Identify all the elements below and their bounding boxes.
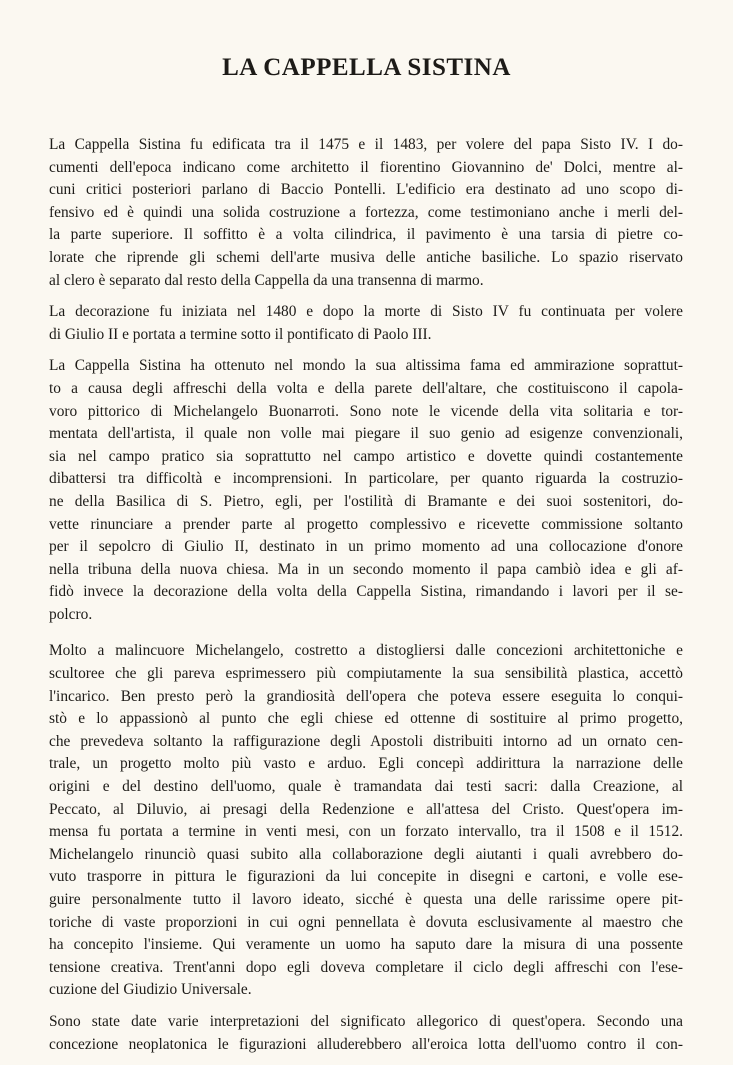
text-line: concezione neoplatonica le figurazioni alluderebbero all'eroica lotta dell'uomo contro il con-	[49, 1035, 683, 1053]
text-line: cumenti dell'epoca indicano come architetto il fiorentino Giovannino de' Dolci, mentre al-	[49, 158, 683, 176]
text-line: toriche di vaste proporzioni in cui ogni pennellata è dovuta esclusivamente al maestro che	[49, 913, 683, 931]
text-line: mentata dell'artista, il quale non volle mai piegare il suo genio ad esigenze convenzionali,	[49, 425, 683, 443]
paragraph	[49, 301, 683, 346]
text-line: vette rinunciare a prender parte al progetto complessivo e ricevette commissione soltanto	[49, 515, 683, 533]
text-line: cuni critici posteriori parlano di Baccio Pontelli. L'edificio era destinato ad uno scopo di-	[49, 181, 683, 199]
paragraph	[49, 355, 683, 626]
text-line: al clero è separato dal resto della Cappella da una transenna di marmo.	[49, 271, 484, 289]
text-line: che prevedeva soltanto la raffigurazione degli Apostoli distribuiti intorno ad un ornato cen-	[49, 732, 683, 750]
text-line: cuzione del Giudizio Universale.	[49, 981, 252, 999]
text-line: stò e lo appassionò al punto che egli chiese ed ottenne di sostituire al primo progetto,	[49, 710, 683, 728]
text-line: ha concepito l'insieme. Qui veramente un uomo ha saputo dare la misura di una possente	[49, 936, 683, 954]
text-line: La decorazione fu iniziata nel 1480 e dopo la morte di Sisto IV fu continuata per volere	[49, 303, 683, 321]
paragraph	[49, 134, 683, 292]
text-line: to a causa degli affreschi della volta e della parete dell'altare, che costituiscono il capola-	[49, 379, 683, 397]
text-line: di Giulio II e portata a termine sotto il pontificato di Paolo III.	[49, 325, 432, 343]
text-line: fensivo ed è quindi una solida costruzione a fortezza, come testimoniano anche i merli del-	[49, 203, 683, 221]
body-text	[49, 134, 683, 1065]
text-line: per il sepolcro di Giulio II, destinato in un primo momento ad una collocazione d'onore	[49, 538, 683, 556]
text-line: dibattersi tra difficoltà e incomprensioni. In particolare, per quanto riguarda la costruzio-	[49, 470, 683, 488]
text-line: ne della Basilica di S. Pietro, egli, per l'ostilità di Bramante e dei suoi sostenitori, do-	[49, 492, 683, 510]
text-line: sia nel campo pratico sia soprattutto nel campo artistico e dovette quindi costantemente	[49, 447, 683, 465]
text-line: nella tribuna della nuova chiesa. Ma in un secondo momento il papa cambiò idea e gli af-	[49, 560, 683, 578]
text-line: fidò invece la decorazione della volta della Cappella Sistina, rimandando i lavori per il se-	[49, 583, 683, 601]
paragraph	[49, 640, 683, 1002]
text-line: La Cappella Sistina ha ottenuto nel mondo la sua altissima fama ed ammirazione soprattut-	[49, 357, 683, 375]
text-line: Michelangelo rinunciò quasi subito alla collaborazione degli aiutanti i quali avrebbero do-	[49, 845, 683, 863]
text-line: vuto trasporre in pittura le figurazioni da lui concepite in disegni e cartoni, e volle ese-	[49, 868, 683, 886]
text-line: lorate che riprende gli schemi dell'arte musiva delle antiche basiliche. Lo spazio riservato	[49, 248, 683, 266]
page-title: LA CAPPELLA SISTINA	[222, 54, 511, 81]
text-line: voro pittorico di Michelangelo Buonarroti. Sono note le vicende della vita solitaria e tor-	[49, 402, 683, 420]
text-line: La Cappella Sistina fu edificata tra il 1475 e il 1483, per volere del papa Sisto IV. I do-	[49, 136, 683, 153]
text-line: Sono state date varie interpretazioni del significato allegorico di quest'opera. Secondo una	[49, 1012, 683, 1030]
text-line: guire personalmente tutto il lavoro ideato, sicché è questa una delle rarissime opere pit-	[49, 891, 683, 908]
text-line: mensa fu portata a termine in venti mesi, con un forzato intervallo, tra il 1508 e il 1512.	[49, 823, 683, 841]
text-line: Molto a malincuore Michelangelo, costretto a distogliersi dalle concezioni architettoniche e	[49, 642, 683, 660]
text-line: la parte superiore. Il soffitto è a volta cilindrica, il pavimento è una tarsia di pietre co-	[49, 226, 683, 244]
text-line: l'incarico. Ben presto però la grandiosità dell'opera che poteva essere eseguita lo conqui-	[49, 687, 683, 705]
paragraph	[49, 1011, 683, 1056]
text-line: scultoree che gli pareva esprimessero più compiutamente la sua sensibilità plastica, accettò	[49, 665, 683, 683]
text-line: origini e del destino dell'uomo, quale è tramandata dai testi sacri: dalla Creazione, al	[49, 778, 683, 796]
text-line: trale, un progetto molto più vasto e arduo. Egli concepì addirittura la narrazione delle	[49, 755, 683, 773]
text-line: tensione creativa. Trent'anni dopo egli doveva completare il ciclo degli affreschi con l'ese-	[49, 958, 683, 976]
text-line: Peccato, al Diluvio, ai presagi della Redenzione e all'attesa del Cristo. Quest'opera im-	[49, 800, 683, 818]
text-line: polcro.	[49, 605, 93, 623]
